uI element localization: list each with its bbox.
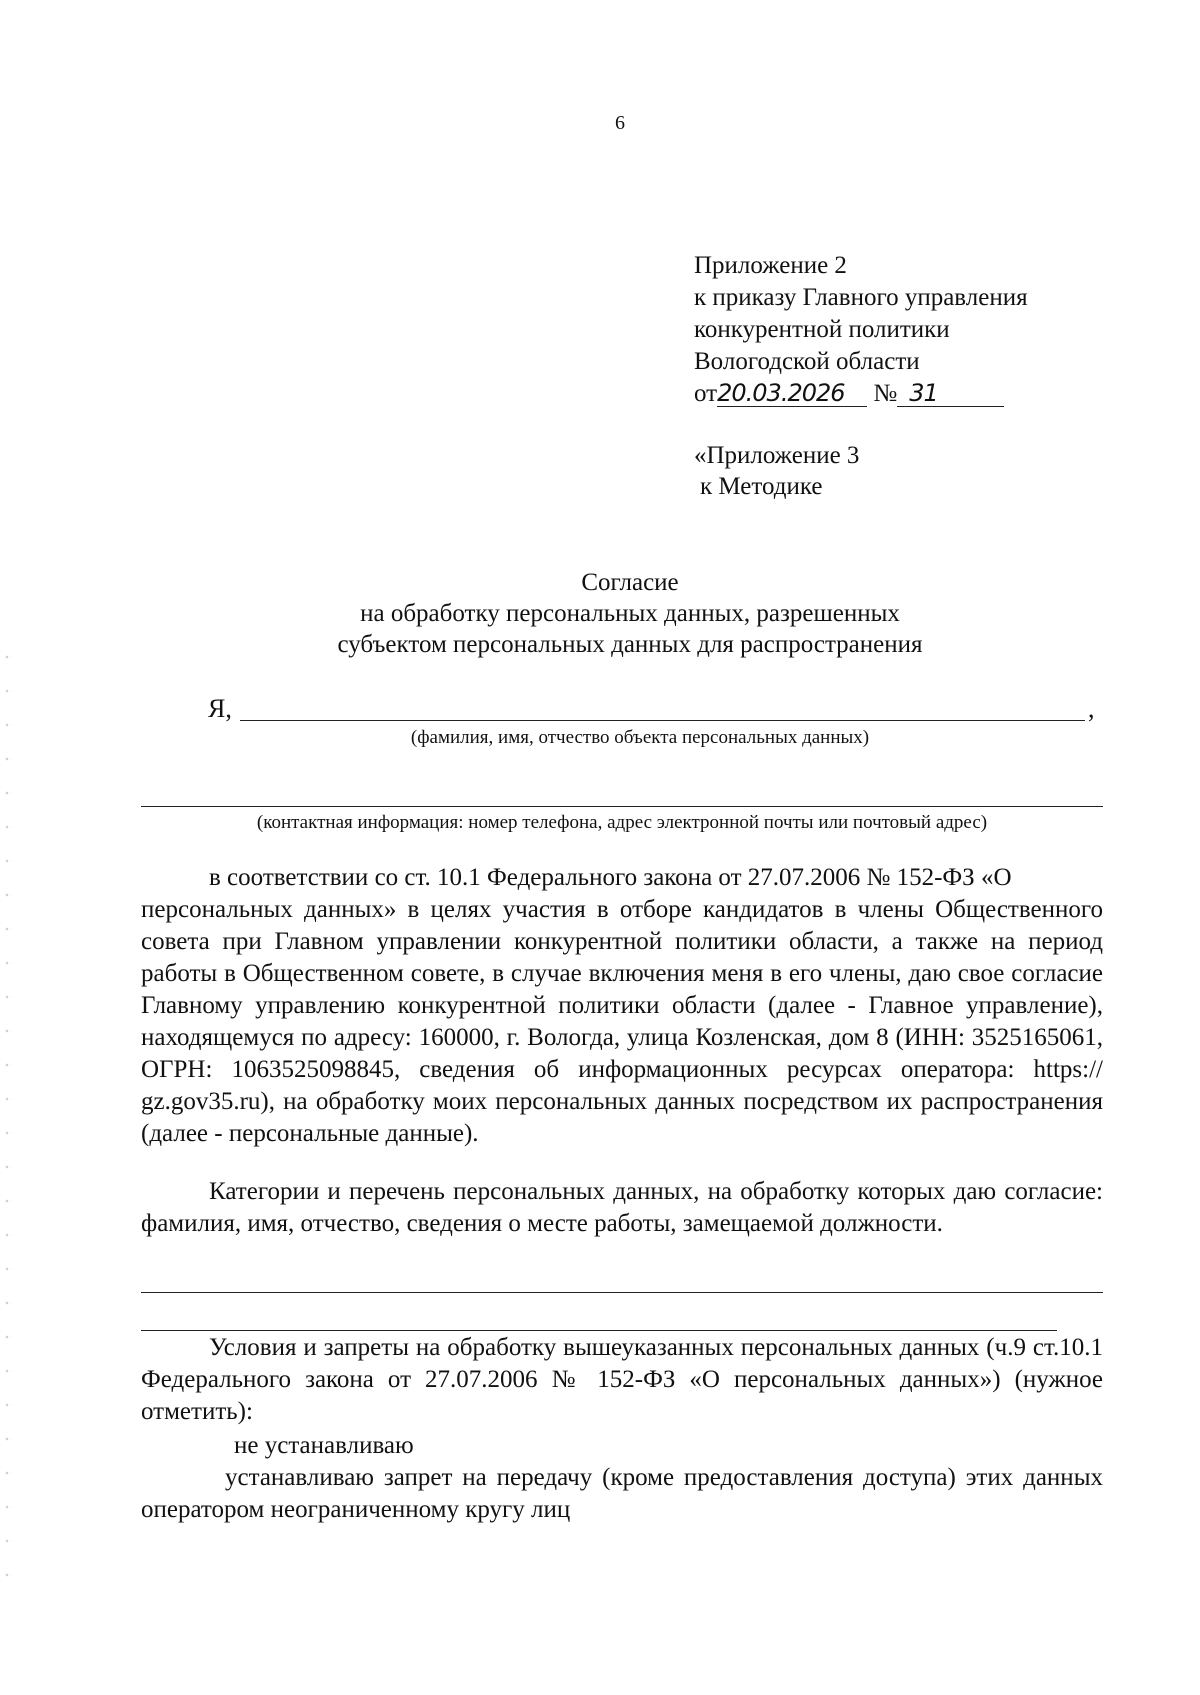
ya-label: Я, [208,694,232,723]
appendix-line-2: к приказу Главного управления [694,284,1028,311]
appendix-line-4: Вологодской области [694,348,920,375]
contact-caption: (контактная информация: номер телефона, адрес электронной почты или почтовый адрес) [256,812,988,833]
handwritten-number: 31 [897,380,1004,407]
appendix-3-line-2: к Методике [700,473,823,500]
option-not-set[interactable]: не устанавливаю [234,1432,414,1459]
conditions-paragraph: Условия и запреты на обработку вышеуказанных персональных данных (ч.9 ст.10.1 Федерального закона от 27.07.2006 № 152-ФЗ «О персональных данных») (нужное отметить): [141,1334,1103,1425]
paragraph-1-first-line: в соответствии со ст. 10.1 Федерального закона от 27.07.2006 № 152-ФЗ «О [209,864,1012,891]
title-line-3: субъектом персональных данных для распространения [337,631,923,658]
number-label: № [873,380,898,407]
order-date-number [694,378,1028,410]
title-line-2: на обработку персональных данных, разрешенных [360,600,900,627]
handwritten-date: 20.03.2026 [717,380,867,407]
name-comma: , [1088,694,1095,723]
title-line-1: Согласие [581,569,679,596]
from-label: от [694,380,718,407]
consent-paragraph-2: Категории и перечень персональных данных, на обработку которых даю согласие: фамилия, имя, отчество, сведения о месте работы, замещаемой должности. [141,1178,1103,1237]
contact-underline[interactable] [141,806,1103,807]
appendix-header [694,250,1028,410]
consent-paragraph-1 [141,862,1103,1150]
scan-margin-marks [4,640,12,1600]
page-number: 6 [615,112,625,134]
appendix-3-header [694,440,859,502]
option-ban-transfer[interactable]: устанавливаю запрет на передачу (кроме предоставления доступа) этих данных оператором неограниченному кругу лиц [141,1464,1103,1523]
name-caption: (фамилия, имя, отчество объекта персональных данных) [410,727,870,748]
appendix-line-3: конкурентной политики [694,316,950,343]
blank-line-1[interactable] [141,1292,1103,1293]
blank-line-2[interactable] [141,1330,1057,1331]
name-underline[interactable] [240,720,1085,721]
appendix-line-1: Приложение 2 [694,252,847,279]
paragraph-1-rest: персональных данных» в целях участия в отборе кандидатов в члены Общественного совета при Главном управлении конкурентной политики области, а также на период работы в Общественном совете, в случае включения меня в его члены, даю свое согласие Главному управлению конкурентной политики области (далее - Главное управление), находящемуся по адресу: 160000, г. Вологда, улица Козленская, дом 8 (ИНН: 3525165061, ОГРН: 1063525098845, сведения об информационных ресурсах оператора: https:// gz.gov35.ru), на обработку моих персональных данных посредством их распространения (далее - персональные данные). [141,896,1103,1147]
document-title [230,567,1030,660]
appendix-3-line-1: «Приложение 3 [694,442,860,469]
